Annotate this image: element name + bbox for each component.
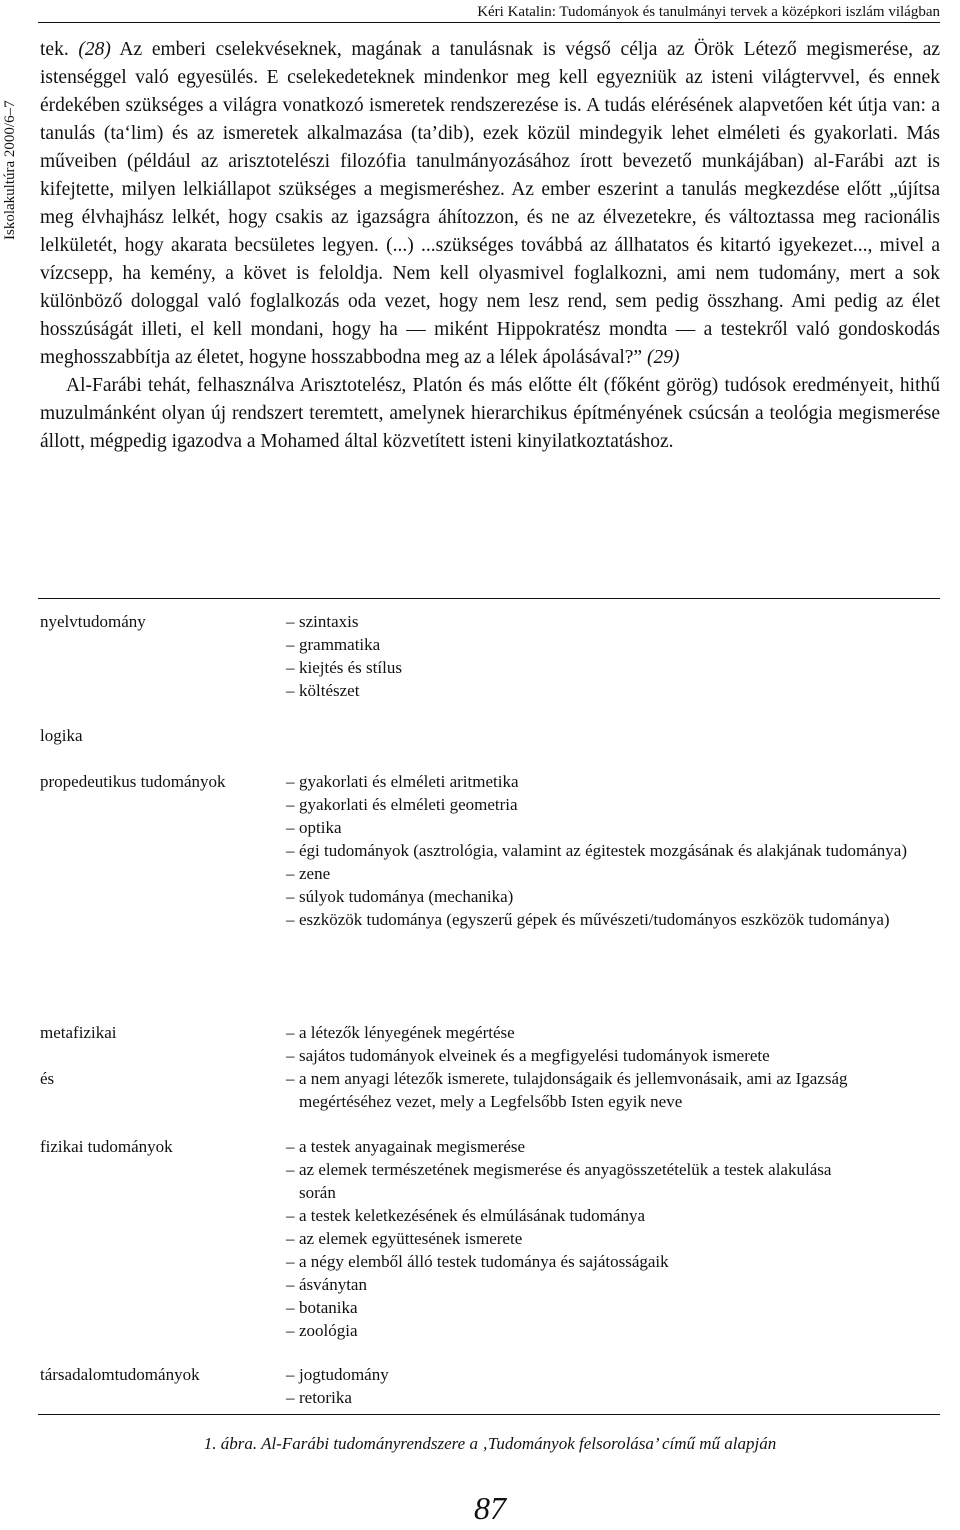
figure-top-rule: [38, 598, 940, 599]
list-item: – szintaxis: [286, 612, 359, 631]
list-item: – kiejtés és stílus: [286, 658, 402, 677]
paragraph-2: Al-Farábi tehát, felhasználva Arisztotelész, Platón és más előtte élt (főként görög) tudósok eredményeit, hithű muzulmánként olyan új rendszert teremtett, amelynek hierarchikus építményének csúcsán a teológia megismerése állott, mégpedig igazodva a Mohamed által közvetített isteni kinyilatkoztatáshoz.: [40, 375, 940, 452]
list-item: – retorika: [286, 1388, 352, 1407]
list-item: – zoológia: [286, 1321, 358, 1340]
paragraph-1: [40, 36, 940, 372]
group-label: fizikai tudományok: [40, 1137, 173, 1156]
list-item: – sajátos tudományok elveinek és a megfigyelési tudományok ismerete: [286, 1046, 770, 1065]
list-item: – botanika: [286, 1298, 358, 1317]
list-item: – az elemek együttesének ismerete: [286, 1229, 523, 1248]
list-item: – égi tudományok (asztrológia, valamint az égitestek mozgásának és alakjának tudománya): [286, 841, 908, 860]
list-item: – súlyok tudománya (mechanika): [286, 887, 514, 906]
group-items: [286, 1363, 936, 1409]
running-header: Kéri Katalin: Tudományok és tanulmányi tervek a középkori iszlám világban: [477, 4, 940, 20]
list-item: – eszközök tudománya (egyszerű gépek és művészeti/tudományos eszközök tudománya): [286, 910, 890, 929]
paragraph-1-text: Az emberi cselekvéseknek, magának a tanulásnak is végső célja az Örök Létező megismerése, az istenséggel való egyesülés. E cselekedeteknek mindenkor meg kell egyezniük az isteni világtervvel, és ennek érdekében szükséges a világra vonatkozó ismeretek rendszerezése is. A tudás elérésének alapvetően két útja van: a tanulás (ta‘lim) és az ismeretek alkalmazása (ta’dib), ezek közül mindegyik lehet elméleti és gyakorlati. Más műveiben (például az arisztotelészi filozófia tanulmányozásához írott bevezető munkájában) al-Farábi azt is kifejtette, milyen lelkiállapot szükséges a megismeréshez. Az ember eszerint a tanulás megkezdése előtt „újítsa meg élvhajhász lelkét, hogy csakis az igazságra áhítozzon, és ne az élvezetekre, és változtassa meg racionális lelkületét, hogy akarata becsületes legyen. (...) ...szükséges továbbá az állhatatos és kitartó igyekezet..., mivel a vízcsepp, ha kemény, a követ is feloldja. Nem kell olyasmivel foglalkozni, ami nem tudomány, mert a sok különböző dologgal való foglalkozás oda vezet, hogy nem lesz rend, sem pedig összhang. Ami pedig az élet hosszúságát illeti, el kell mondani, hogy ha — miként Hippokratész mondta — a testekről való gondoskodás meghosszabbítja az életet, hogyne hosszabbodna meg az a lélek ápolásával?”: [40, 39, 941, 368]
group-label: társadalomtudományok: [40, 1365, 200, 1384]
header-divider: [38, 22, 940, 23]
list-item: – gyakorlati és elméleti aritmetika: [286, 772, 519, 791]
list-item: – gyakorlati és elméleti geometria: [286, 795, 518, 814]
list-item: – ásványtan: [286, 1275, 367, 1294]
list-item: – optika: [286, 818, 342, 837]
list-item: – az elemek természetének megismerése és anyagösszetételük a testek alakulása során: [286, 1160, 832, 1202]
list-item: – grammatika: [286, 635, 381, 654]
page-number: 87: [474, 1490, 506, 1526]
list-item: – a négy elemből álló testek tudománya és sajátosságaik: [286, 1252, 669, 1271]
footnote-ref-29: (29): [646, 347, 680, 368]
group-label: nyelvtudomány: [40, 612, 146, 631]
group-items: [286, 1135, 936, 1342]
list-item: – a nem anyagi létezők ismerete, tulajdonságaik és jellemvonásaik, ami az Igazság megértéséhez vezet, mely a Legfelsőbb Isten egyik neve: [286, 1069, 848, 1111]
figure-caption: 1. ábra. Al-Farábi tudományrendszere a ‚Tudományok felsorolása’ című mű alapján: [203, 1434, 777, 1453]
list-item: – a testek keletkezésének és elmúlásának tudománya: [286, 1206, 645, 1225]
list-item: – jogtudomány: [286, 1365, 389, 1384]
footnote-ref-28: (28): [78, 39, 111, 60]
group-items: [286, 1021, 936, 1113]
group-items: [286, 770, 936, 931]
paragraph-1-start: tek.: [40, 39, 79, 60]
list-item: – zene: [286, 864, 331, 883]
figure-bottom-rule: [38, 1414, 940, 1415]
body-text: [40, 36, 940, 456]
side-journal-label: Iskolakultúra 2000/6–7: [2, 100, 18, 240]
group-items: [286, 610, 936, 702]
list-item: – a testek anyagainak megismerése: [286, 1137, 526, 1156]
group-label: propedeutikus tudományok: [40, 772, 226, 791]
group-label-conjunction: és: [40, 1069, 55, 1088]
group-label: logika: [40, 726, 83, 745]
group-label: metafizikai: [40, 1023, 117, 1042]
list-item: – költészet: [286, 681, 360, 700]
list-item: – a létezők lényegének megértése: [286, 1023, 515, 1042]
